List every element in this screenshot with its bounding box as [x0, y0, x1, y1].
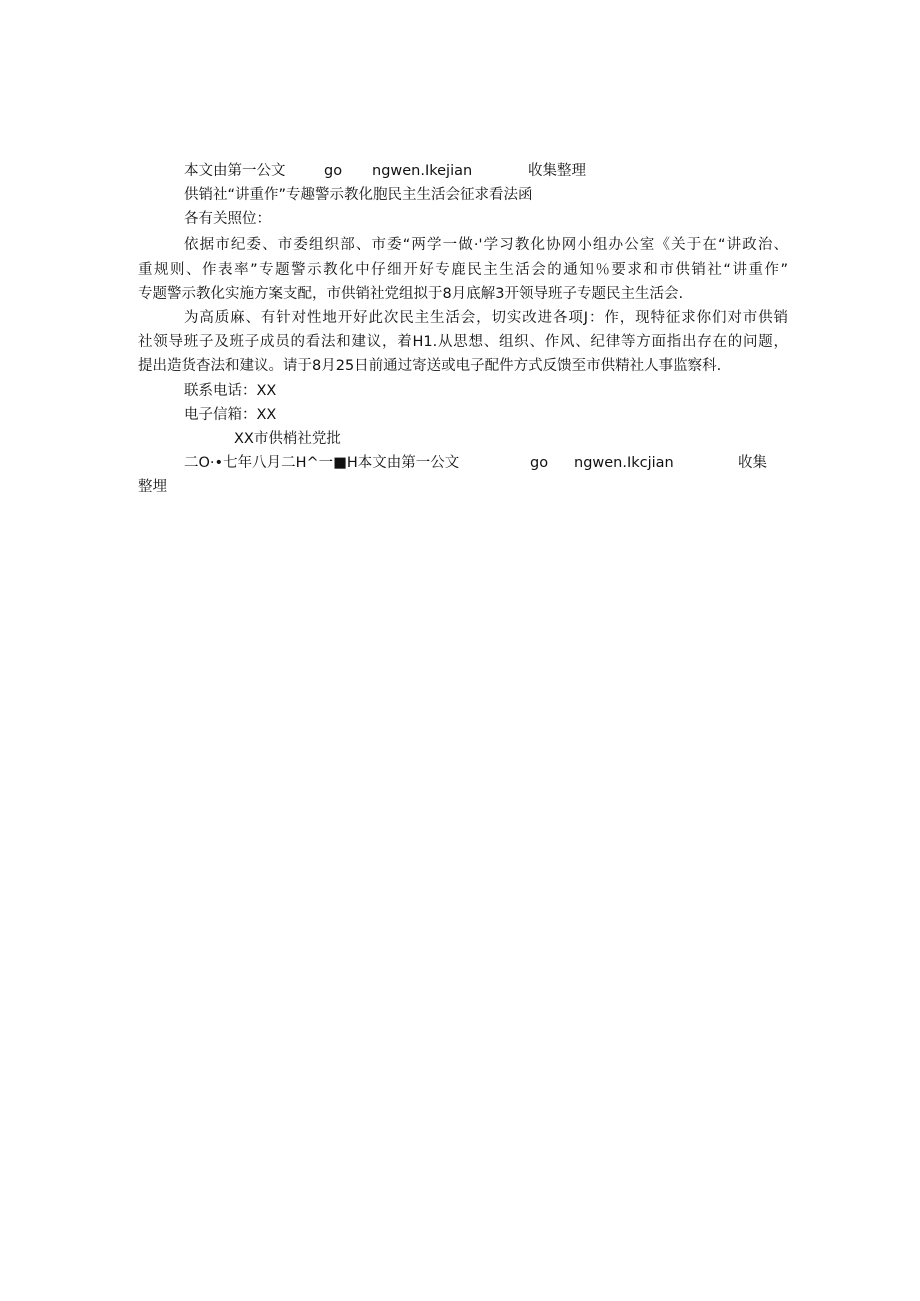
source-text-go: go — [324, 163, 343, 179]
source-line — [138, 160, 788, 183]
source-text-collect: 收集整理 — [528, 163, 586, 179]
date-text-domain: ngwen.Ikcjian — [574, 455, 674, 471]
source-text: 本文由第一公文 — [184, 163, 286, 179]
signature: XX市供梢社党批 — [234, 431, 341, 447]
salutation: 各有关照位： — [184, 211, 271, 227]
paragraph-1-line-3: 专题警示教化实施方案支配，市供销社党组拟于8月底解3开领导班子专题民主生活会. — [138, 286, 684, 302]
contact-email: 电子信箱：XX — [184, 407, 277, 423]
paragraph-2-line-2: 社领导班子及班子成员的看法和建议，着H1.从思想、组织、作风、纪律等方面指出存在的问题， — [138, 334, 788, 350]
document-title: 供销社“讲重作”专趣警示教化胞民主生活会征求看法函 — [184, 187, 533, 203]
contact-phone: 联系电话：XX — [184, 383, 277, 399]
date-text: 二O·•七年八月二H^一■H本文由第一公文 — [184, 455, 460, 471]
paragraph-1-line-2: 重规则、作表率”专题警示教化中仔细开好专鹿民主生活会的通知％要求和市供销社“讲重作” — [138, 262, 788, 278]
paragraph-2-line-1: 为高质麻、有针对性地开好此次民主生活会，切实改进各项J：作，现特征求你们对市供销 — [184, 310, 788, 326]
source-text-domain: ngwen.Ikejian — [372, 163, 473, 179]
date-text-collect: 收集 — [738, 455, 767, 471]
date-line — [138, 452, 788, 475]
date-line-continuation: 整埋 — [138, 479, 167, 495]
paragraph-2-line-3: 提出造货杳法和建议。请于8月25日前通过寄送或电子配件方式反馈至市供精社人事监察科. — [138, 358, 722, 374]
date-text-go: go — [530, 455, 549, 471]
paragraph-1-line-1: 依据市纪委、市委组织部、市委“两学一做·'学习教化协网小组办公室《关于在“讲政治、 — [184, 237, 788, 253]
